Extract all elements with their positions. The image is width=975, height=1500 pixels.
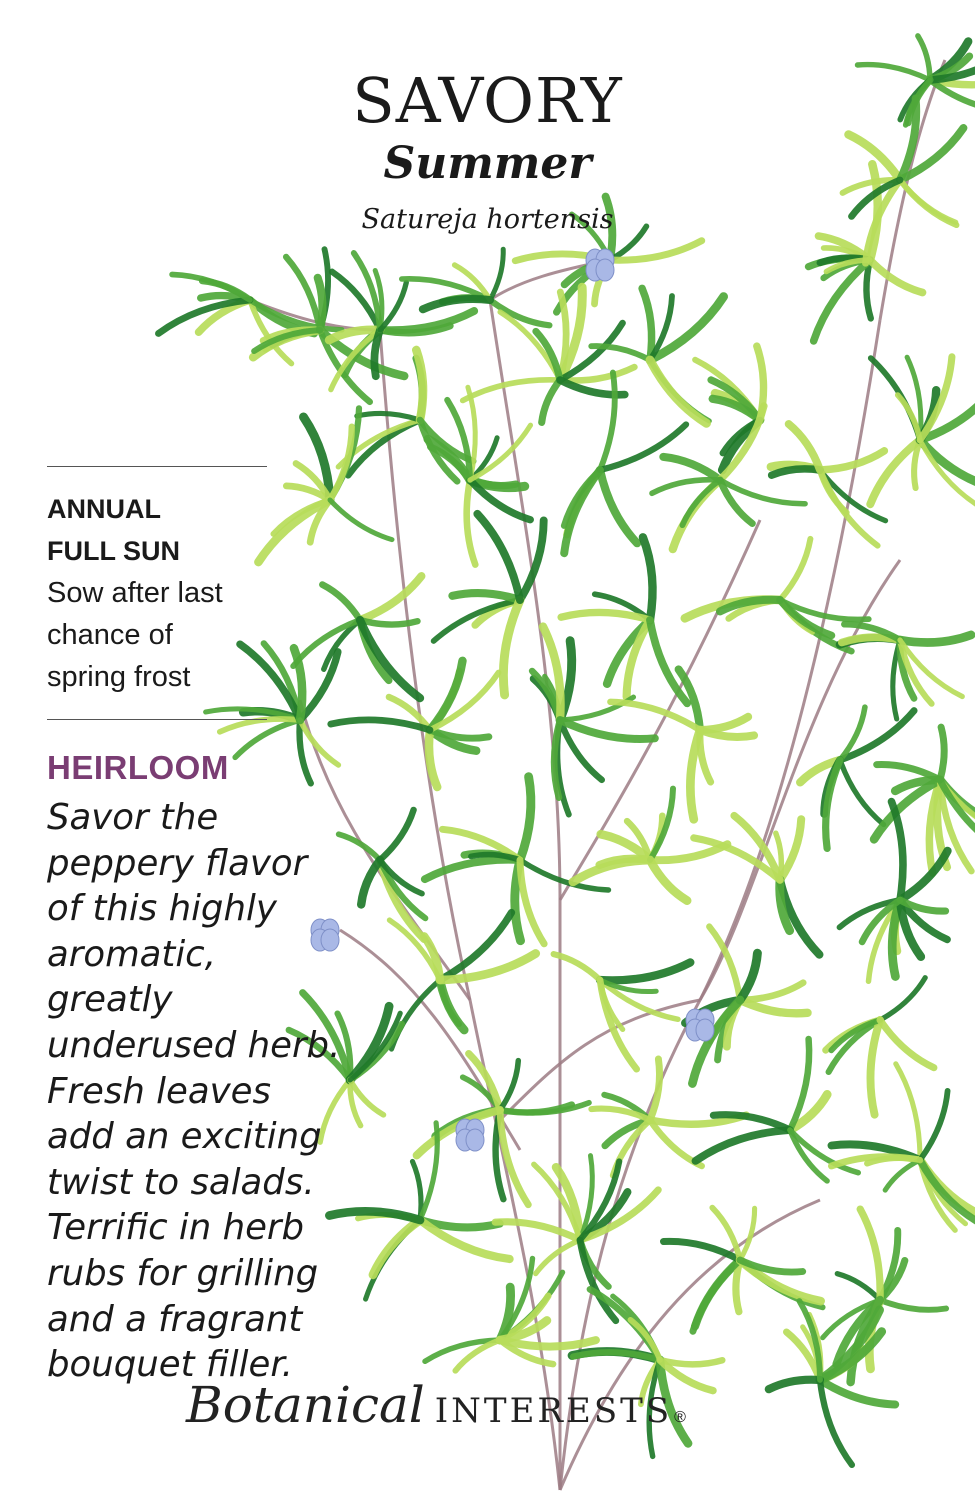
sowing-line-3: spring frost [47,661,191,693]
description-line: Savor the [47,797,219,838]
sowing-line-1: Sow after last [47,577,223,609]
growing-facts [47,488,277,698]
description-line: of this highly [47,888,277,930]
description-line: aromatic, [47,933,216,975]
brand-caps: INTERESTS [434,1391,673,1431]
brand-script: Botanical [186,1376,425,1434]
description-line: bouquet filler. [47,1344,293,1386]
description-line: Terrific in herb [47,1207,305,1249]
divider-bottom [47,719,267,720]
divider-top [47,466,267,467]
description-line: peppery flavor [47,842,308,884]
heirloom-tag: HEIRLOOM [47,749,229,786]
light-requirement: FULL SUN [47,536,180,566]
latin-name: Satureja hortensis [361,204,614,235]
description [47,795,347,1388]
registered-mark: ® [674,1408,686,1426]
brand-logo [186,1376,686,1434]
variety-name: Summer [383,138,592,189]
description-line: rubs for grilling [47,1252,319,1294]
sowing-line-2: chance of [47,619,173,651]
plant-type: ANNUAL [47,494,161,524]
description-line: and a fragrant [47,1298,303,1340]
packet-title: SAVORY [352,64,623,137]
description-line: add an exciting [47,1116,322,1158]
description-line: greatly [47,979,173,1021]
description-line: Fresh leaves [47,1070,271,1112]
description-line: twist to salads. [47,1161,315,1203]
description-line: underused herb. [47,1024,341,1066]
